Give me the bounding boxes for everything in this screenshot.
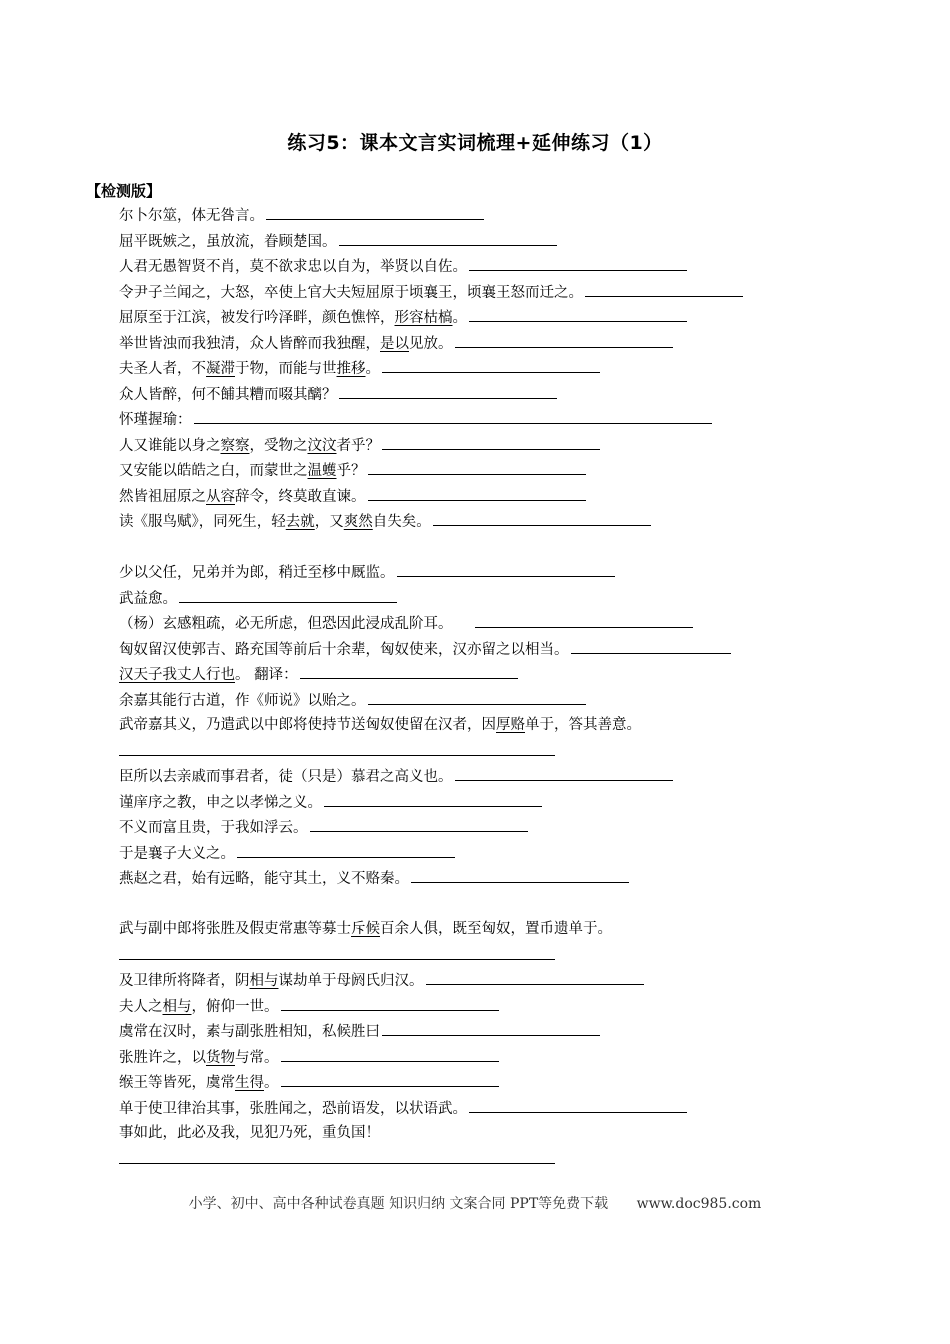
sentence-text: 于是襄子大义之。 [119, 845, 235, 862]
underlined-term: 斥候 [351, 921, 380, 937]
footer [0, 1193, 950, 1213]
exercise-line [119, 1019, 839, 1045]
section-label: 【检测版】 [86, 182, 162, 200]
sentence-text: 少以父任，兄弟并为郎，稍迁至栘中厩监。 [119, 565, 395, 581]
exercise-line [119, 1147, 839, 1173]
answer-blank[interactable] [469, 254, 687, 271]
sentence-text: 辞令，终莫敢直谏。 [235, 488, 366, 505]
sentence-text: 怀瑾握瑜： [119, 412, 192, 428]
answer-blank[interactable] [310, 815, 528, 832]
exercise-line [119, 790, 839, 816]
exercise-line [119, 484, 839, 510]
answer-blank[interactable] [300, 662, 518, 679]
sentence-text: 。 翻译： [235, 667, 298, 683]
exercise-line [119, 968, 839, 994]
sentence-text: 屈平既嫉之，虽放流，眷顾楚国。 [119, 233, 337, 250]
answer-blank[interactable] [411, 866, 629, 883]
sentence-text: 武益愈。 [119, 590, 177, 607]
sentence-text: 举世皆浊而我独清，众人皆醉而我独醒， [119, 335, 380, 352]
answer-blank[interactable] [119, 739, 555, 756]
footer-text: 小学、初中、高中各种试卷真题 知识归纳 文案合同 PPT等免费下载 [188, 1196, 609, 1212]
exercise-line [119, 841, 839, 867]
exercise-line [119, 509, 839, 535]
answer-blank[interactable] [281, 1070, 499, 1087]
exercise-line [119, 866, 839, 892]
answer-blank[interactable] [179, 586, 397, 603]
answer-blank[interactable] [119, 1147, 555, 1164]
underlined-term: 去就 [285, 514, 315, 530]
exercise-line [119, 917, 839, 943]
sentence-text: （杨）玄感粗疏，必无所虑，但恐因此浸成乱阶耳。 [119, 616, 453, 632]
underlined-term: 相与 [249, 973, 279, 989]
exercise-line [119, 1121, 839, 1147]
underlined-term: 汉天子我丈人行也 [119, 667, 235, 683]
answer-blank[interactable] [382, 433, 600, 450]
answer-blank[interactable] [339, 382, 557, 399]
sentence-text: ，又 [314, 514, 344, 530]
answer-blank[interactable] [426, 968, 644, 985]
underlined-term: 厚赂 [496, 717, 525, 733]
answer-blank[interactable] [469, 305, 687, 322]
exercise-line [119, 433, 839, 459]
underlined-term: 货物 [206, 1049, 235, 1066]
sentence-text: 张胜许之，以 [119, 1049, 206, 1066]
sentence-text: 自失矣。 [372, 514, 431, 530]
exercise-line [119, 815, 839, 841]
exercise-line [119, 560, 839, 586]
answer-blank[interactable] [469, 1096, 687, 1113]
exercise-line [119, 943, 839, 969]
underlined-term: 形容枯槁 [394, 310, 453, 326]
exercise-line [119, 305, 839, 331]
answer-blank[interactable] [237, 841, 455, 858]
exercise-line [119, 382, 839, 408]
exercise-line [119, 229, 839, 255]
answer-blank[interactable] [455, 331, 673, 348]
underlined-term: 爽然 [343, 514, 373, 530]
exercise-list [119, 203, 839, 1172]
underlined-term: 汶汶 [307, 437, 337, 454]
underlined-term: 凝滞 [206, 361, 235, 377]
exercise-line [119, 586, 839, 612]
sentence-text: 众人皆醉，何不餔其糟而啜其醨？ [119, 386, 337, 403]
exercise-line [119, 203, 839, 229]
sentence-text: 夫圣人者，不 [119, 361, 206, 377]
answer-blank[interactable] [368, 484, 586, 501]
sentence-text: 又安能以皓皓之白，而蒙世之 [119, 463, 308, 479]
sentence-text: ，受物之 [249, 437, 308, 454]
sentence-text: 人又谁能以身之 [119, 437, 221, 454]
answer-blank[interactable] [281, 1045, 499, 1062]
answer-blank[interactable] [266, 203, 484, 220]
sentence-text: 单于使卫律治其事，张胜闻之，恐前语发，以状语武。 [119, 1100, 467, 1117]
answer-blank[interactable] [455, 764, 673, 781]
exercise-line [119, 713, 839, 739]
sentence-text: 余嘉其能行古道，作《师说》以贻之。 [119, 692, 366, 709]
sentence-text: 及卫律所将降者，阴 [119, 973, 250, 989]
exercise-line [119, 331, 839, 357]
sentence-text: 。 [264, 1075, 279, 1091]
sentence-text: 武帝嘉其义，乃遣武以中郎将使持节送匈奴使留在汉者，因 [119, 717, 496, 733]
underlined-term: 察察 [220, 437, 250, 454]
underlined-term: 从容 [206, 488, 235, 505]
sentence-text: 读《服鸟赋》，同死生，轻 [119, 514, 286, 530]
answer-blank[interactable] [194, 407, 712, 424]
sentence-text: 虞常在汉时，素与副张胜相知，私候胜曰 [119, 1024, 380, 1040]
sentence-text: 于物，而能与世 [235, 361, 337, 377]
sentence-text: 见放。 [409, 335, 453, 352]
answer-blank[interactable] [433, 509, 651, 526]
sentence-text: 然皆祖屈原之 [119, 488, 206, 505]
underlined-term: 温蠖 [307, 463, 337, 479]
sentence-text: 臣所以去亲戚而事君者，徒（只是）慕君之高义也。 [119, 769, 453, 785]
sentence-text: 不义而富且贵，于我如浮云。 [119, 820, 308, 836]
sentence-text: 乎？ [336, 463, 366, 479]
answer-blank[interactable] [368, 458, 586, 475]
sentence-text: 。 [365, 361, 380, 377]
answer-blank[interactable] [571, 637, 731, 654]
sentence-text: 谋劫单于母阏氏归汉。 [278, 973, 424, 989]
answer-blank[interactable] [382, 356, 600, 373]
sentence-text: 屈原至于江滨，被发行吟泽畔，颜色憔悴， [119, 310, 395, 326]
answer-blank[interactable] [368, 688, 586, 705]
exercise-line [119, 1045, 839, 1071]
sentence-text: 与常。 [235, 1049, 279, 1066]
sentence-text: 。 [452, 310, 467, 326]
sentence-text: ，俯仰一世。 [191, 998, 279, 1015]
answer-blank[interactable] [281, 994, 499, 1011]
exercise-line [119, 764, 839, 790]
sentence-text: 尔卜尔筮，体无咎言。 [119, 208, 264, 224]
answer-blank[interactable] [339, 229, 557, 246]
sentence-text: 缑王等皆死，虞常 [119, 1075, 235, 1091]
exercise-line [119, 356, 839, 382]
exercise-line [119, 280, 839, 306]
exercise-line [119, 254, 839, 280]
sentence-text: 燕赵之君，始有远略，能守其土，义不赂秦。 [119, 871, 409, 887]
sentence-text: 武与副中郎将张胜及假吏常惠等募士 [119, 921, 351, 937]
sentence-text: 百余人俱，既至匈奴，置币遗单于。 [380, 921, 612, 937]
exercise-line [119, 662, 839, 688]
spacer [119, 535, 839, 561]
sentence-text: 令尹子兰闻之，大怒，卒使上官大夫短屈原于顷襄王，顷襄王怒而迁之。 [119, 284, 583, 301]
answer-blank[interactable] [119, 943, 555, 960]
exercise-line [119, 1070, 839, 1096]
underlined-term: 相与 [162, 998, 192, 1015]
sentence-text: 者乎？ [336, 437, 380, 454]
answer-blank[interactable] [397, 560, 615, 577]
answer-blank[interactable] [382, 1019, 600, 1036]
sentence-text: 谨庠序之教，申之以孝悌之义。 [119, 794, 322, 811]
answer-blank[interactable] [585, 280, 743, 297]
footer-url: www.doc985.com [636, 1196, 762, 1212]
exercise-line [119, 637, 839, 663]
sentence-text: 匈奴留汉使郭吉、路充国等前后十余辈，匈奴使来，汉亦留之以相当。 [119, 641, 569, 658]
sentence-text: 单于，答其善意。 [525, 717, 641, 733]
exercise-line [119, 994, 839, 1020]
underlined-term: 推移 [336, 361, 366, 377]
underlined-term: 是以 [380, 335, 409, 352]
answer-blank[interactable] [475, 611, 693, 628]
sentence-text: 夫人之 [119, 998, 163, 1015]
exercise-line [119, 458, 839, 484]
answer-blank[interactable] [324, 790, 542, 807]
exercise-line [119, 739, 839, 765]
sentence-text: 人君无愚智贤不肖，莫不欲求忠以自为，举贤以自佐。 [119, 259, 467, 275]
underlined-term: 生得 [235, 1075, 264, 1091]
exercise-line [119, 407, 839, 433]
exercise-line [119, 1096, 839, 1122]
exercise-line [119, 611, 839, 637]
sentence-text: 事如此，此必及我，见犯乃死，重负国！ [119, 1125, 380, 1141]
spacer [119, 892, 839, 918]
exercise-line [119, 688, 839, 714]
page-title: 练习5：课本文言实词梳理+延伸练习（1） [287, 132, 663, 154]
